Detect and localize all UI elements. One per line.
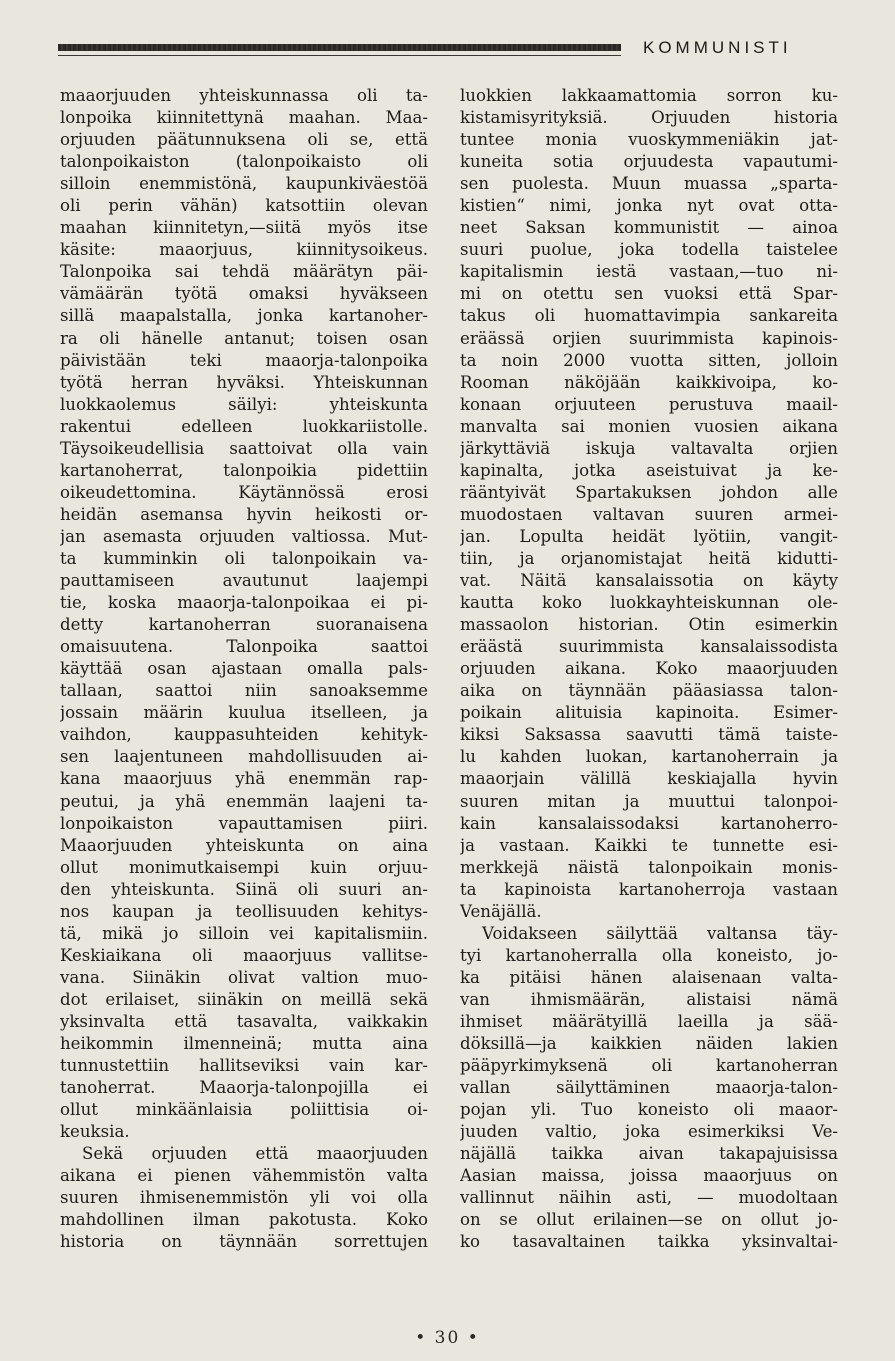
text-line: ollut monimutkaisempi kuin orjuu- [60,857,428,877]
text-line: Aasian maissa, joissa maaorjuus on [460,1166,838,1186]
running-title: KOMMUNISTI [643,38,792,57]
text-line: kapitalismin iestä vastaan,—tuo ni- [460,262,838,282]
text-line: luokkaolemus säilyi: yhteiskunta [60,394,428,414]
text-line: massaolon historian. Otin esimerkin [460,615,838,635]
right-text-column [460,85,838,1253]
text-line: aika on täynnään pääasiassa talon- [460,681,838,701]
text-line: käsite: maaorjuus, kiinnitysoikeus. [60,240,428,260]
text-line: neet Saksan kommunistit — ainoa [460,218,838,238]
text-line: Täysoikeudellisia saattoivat olla vain [60,438,428,458]
text-line: aikana ei pienen vähemmistön valta [60,1166,428,1186]
text-line: keuksia. [60,1122,130,1142]
text-line: vana. Siinäkin olivat valtion muo- [60,967,428,987]
text-line: mi on otettu sen vuoksi että Spar- [460,284,838,304]
text-line: eräästä suurimmista kansalaissodista [460,637,838,657]
text-line: lonpoika kiinnitettynä maahan. Maa- [60,108,428,128]
text-line: Venäjällä. [460,901,542,921]
text-line: ta kapinoista kartanoherroja vastaan [460,879,838,899]
page-number: • 30 • [415,1328,480,1348]
text-line: Talonpoika sai tehdä määrätyn päi- [60,262,428,282]
text-line: vallan säilyttäminen maaorja-talon- [460,1078,838,1098]
text-line: on se ollut erilainen—se on ollut jo- [460,1210,838,1230]
left-text-column [60,85,428,1253]
text-line: peutui, ja yhä enemmän laajeni ta- [60,791,428,811]
text-line: eräässä orjien suurimmista kapinois- [460,328,838,348]
text-line: lu kahden luokan, kartanoherrain ja [460,747,838,767]
text-line: ka pitäisi hänen alaisenaan valta- [460,967,838,987]
text-line: lonpoikaiston vapauttamisen piiri. [60,813,428,833]
text-line: yksinvalta että tasavalta, vaikkakin [60,1011,428,1031]
text-line: mahdollinen ilman pakotusta. Koko [60,1210,428,1230]
text-line: ollut minkäänlaisia poliittisia oi- [60,1100,428,1120]
header-rule-thin [58,55,621,56]
text-line: tunnustettiin hallitseviksi vain kar- [60,1056,428,1076]
text-line: kistamisyrityksiä. Orjuuden historia [460,108,838,128]
text-line: kana maaorjuus yhä enemmän rap- [60,769,428,789]
text-line: merkkejä näistä talonpoikain monis- [460,857,838,877]
text-line: pojan yli. Tuo koneisto oli maaor- [460,1100,838,1120]
text-line: tie, koska maaorja-talonpoikaa ei pi- [60,593,428,613]
text-line: kain kansalaissodaksi kartanoherro- [460,813,838,833]
text-line: kautta koko luokkayhteiskunnan ole- [460,593,838,613]
text-line: orjuuden aikana. Koko maaorjuuden [460,659,838,679]
text-line: ko tasavaltainen taikka yksinvaltai- [460,1232,838,1252]
text-line: den yhteiskunta. Siinä oli suuri an- [60,879,428,899]
text-line: sillä maapalstalla, jonka kartanoher- [60,306,428,326]
text-line: manvalta sai monien vuosien aikana [460,416,838,436]
text-line: Maaorjuuden yhteiskunta on aina [60,835,428,855]
text-line: työtä herran hyväksi. Yhteiskunnan [60,372,428,392]
text-line: poikain alituisia kapinoita. Esimer- [460,703,838,723]
text-line: ra oli hänelle antanut; toisen osan [60,328,428,348]
text-line: järkyttäviä iskuja valtavalta orjien [460,438,838,458]
text-line: vallinnut näihin asti, — muodoltaan [460,1188,838,1208]
text-line: maaorjain välillä keskiajalla hyvin [460,769,838,789]
page-header [58,38,838,62]
text-line: jan. Lopulta heidät lyötiin, vangit- [460,526,838,546]
text-line: vaihdon, kauppasuhteiden kehityk- [60,725,428,745]
text-line: tuntee monia vuoskymmeniäkin jat- [460,130,838,150]
text-line: Rooman näköjään kaikkivoipa, ko- [460,372,838,392]
text-line: suuri puolue, joka todella taistelee [460,240,838,260]
text-line: tä, mikä jo silloin vei kapitalismiin. [60,923,428,943]
text-line: orjuuden päätunnuksena oli se, että [60,130,428,150]
text-line: heidän asemansa hyvin heikosti or- [60,504,428,524]
text-line: oikeudettomina. Käytännössä erosi [60,482,428,502]
text-line: Sekä orjuuden että maaorjuuden [82,1144,428,1164]
text-line: jan asemasta orjuuden valtiossa. Mut- [60,526,428,546]
text-line: talonpoikaiston (talonpoikaisto oli [60,152,428,172]
text-line: kartanoherrat, talonpoikia pidettiin [60,460,428,480]
text-line: juuden valtio, joka esimerkiksi Ve- [460,1122,838,1142]
text-line: döksillä—ja kaikkien näiden lakien [460,1034,838,1054]
text-line: pääpyrkimyksenä oli kartanoherran [460,1056,838,1076]
header-rule [58,44,621,51]
text-line: omaisuutena. Talonpoika saattoi [60,637,428,657]
text-line: kiksi Saksassa saavutti tämä taiste- [460,725,838,745]
text-line: rakentui edelleen luokkariistolle. [60,416,428,436]
text-line: heikommin ilmenneinä; mutta aina [60,1034,428,1054]
text-line: van ihmismäärän, alistaisi nämä [460,989,838,1009]
text-line: luokkien lakkaamattomia sorron ku- [460,86,838,105]
text-line: Keskiaikana oli maaorjuus vallitse- [60,945,428,965]
text-line: jossain määrin kuulua itselleen, ja [60,703,428,723]
text-line: ta noin 2000 vuotta sitten, jolloin [460,350,838,370]
text-line: ja vastaan. Kaikki te tunnette esi- [460,835,838,855]
text-line: detty kartanoherran suoranaisena [60,615,428,635]
text-line: kapinalta, jotka aseistuivat ja ke- [460,460,838,480]
text-line: silloin enemmistönä, kaupunkiväestöä [60,174,428,194]
text-line: tyi kartanoherralla olla koneisto, jo- [460,945,838,965]
text-line: takus oli huomattavimpia sankareita [460,306,838,326]
text-line: käyttää osan ajastaan omalla pals- [60,659,428,679]
text-line: suuren ihmisenemmistön yli voi olla [60,1188,428,1208]
text-line: vämäärän työtä omaksi hyväkseen [60,284,428,304]
text-line: maahan kiinnitetyn,—siitä myös itse [60,218,428,238]
text-line: suuren mitan ja muuttui talonpoi- [460,791,838,811]
text-line: ihmiset määrätyillä laeilla ja sää- [460,1011,838,1031]
text-line: dot erilaiset, siinäkin on meillä sekä [60,989,428,1009]
text-line: rääntyivät Spartakuksen johdon alle [460,482,838,502]
text-line: kuneita sotia orjuudesta vapautumi- [460,152,838,172]
text-line: kistien“ nimi, jonka nyt ovat otta- [460,196,838,216]
text-line: historia on täynnään sorrettujen [60,1232,428,1252]
text-line: ta kumminkin oli talonpoikain va- [60,548,428,568]
text-line: maaorjuuden yhteiskunnassa oli ta- [60,86,428,105]
text-line: tiin, ja orjanomistajat heitä kidutti- [460,548,838,568]
text-line: sen puolesta. Muun muassa „sparta- [460,174,838,194]
text-line: oli perin vähän) katsottiin olevan [60,196,428,216]
text-line: pauttamiseen avautunut laajempi [60,571,428,591]
text-line: muodostaen valtavan suuren armei- [460,504,838,524]
text-line: näjällä taikka aivan takapajuisissa [460,1144,838,1164]
text-line: konaan orjuuteen perustuva maail- [460,394,838,414]
text-line: tanoherrat. Maaorja-talonpojilla ei [60,1078,428,1098]
text-line: nos kaupan ja teollisuuden kehitys- [60,901,428,921]
text-line: päivistään teki maaorja-talonpoika [60,350,428,370]
text-line: vat. Näitä kansalaissotia on käyty [460,571,838,591]
text-line: Voidakseen säilyttää valtansa täy- [482,923,838,943]
text-line: sen laajentuneen mahdollisuuden ai- [60,747,428,767]
text-line: tallaan, saattoi niin sanoaksemme [60,681,428,701]
